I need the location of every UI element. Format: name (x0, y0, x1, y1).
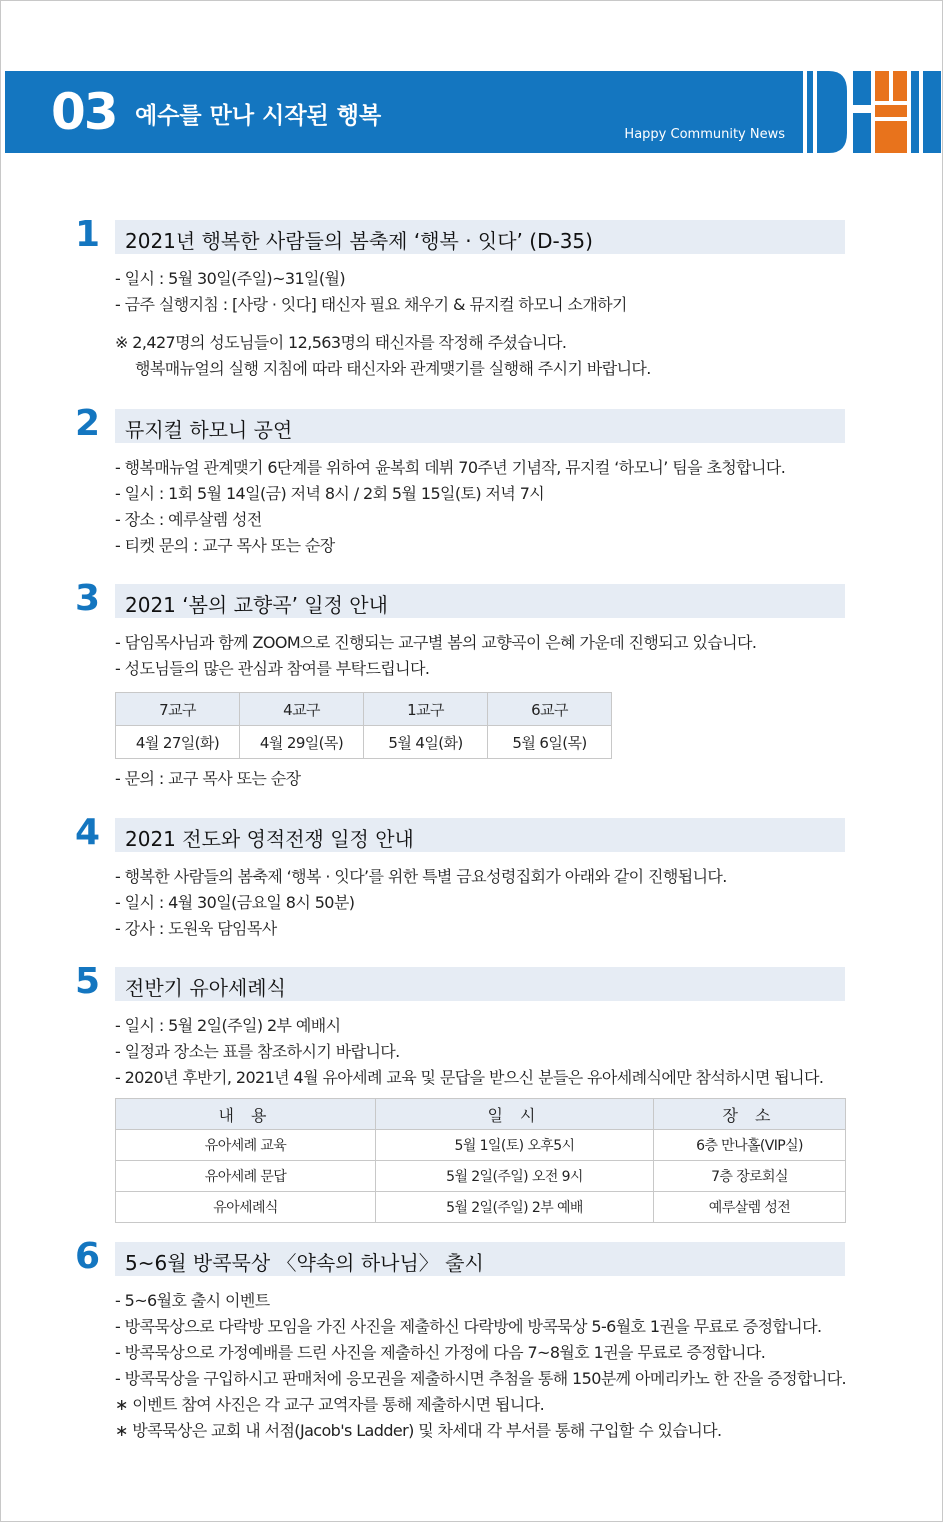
list-item: - 성도님들의 많은 관심과 참여를 부탁드립니다. (115, 659, 430, 678)
table-header-cell: 6교구 (488, 693, 612, 726)
list-item: - 티켓 문의 : 교구 목사 또는 순장 (115, 536, 335, 555)
note-line: ∗ 이벤트 참여 사진은 각 교구 교역자를 통해 제출하시면 됩니다. (115, 1395, 545, 1414)
section-body (115, 630, 895, 682)
table-row (116, 1192, 846, 1223)
header-subtitle: Happy Community News (624, 127, 785, 142)
page-title: 예수를 만나 시작된 행복 (135, 103, 382, 129)
table-cell: 5월 4일(화) (364, 726, 488, 759)
section-body (115, 864, 895, 942)
section-body (115, 455, 895, 559)
section-title-bar (115, 409, 845, 443)
list-item: - 일정과 장소는 표를 참조하시기 바랍니다. (115, 1042, 400, 1061)
section-title-bar (115, 1242, 845, 1276)
section-body (115, 1288, 895, 1444)
table-header-cell: 일 시 (376, 1099, 654, 1130)
list-item: - 강사 : 도원욱 담임목사 (115, 919, 277, 938)
table-header-cell: 내 용 (116, 1099, 376, 1130)
list-item: - 방콕묵상으로 다락방 모임을 가진 사진을 제출하신 다락방에 방콕묵상 5-6월호 1권을 무료로 증정합니다. (115, 1317, 822, 1336)
table-row (116, 1130, 846, 1161)
section-number: 2 (75, 403, 101, 444)
table-cell: 4월 29일(목) (240, 726, 364, 759)
section-title: 2021 전도와 영적전쟁 일정 안내 (125, 827, 414, 851)
list-item: - 일시 : 5월 2일(주일) 2부 예배시 (115, 1016, 341, 1035)
section-number: 4 (75, 812, 101, 853)
list-item: - 담임목사님과 함께 ZOOM으로 진행되는 교구별 봄의 교향곡이 은혜 가운데 진행되고 있습니다. (115, 633, 757, 652)
table-cell: 5월 2일(주일) 2부 예배 (376, 1192, 654, 1223)
section-number: 6 (75, 1236, 101, 1277)
header-number: 03 (51, 83, 117, 141)
section-title: 2021 ‘봄의 교향곡’ 일정 안내 (125, 593, 388, 617)
section-header (5, 71, 803, 153)
table-header-cell: 4교구 (240, 693, 364, 726)
table-row (116, 1161, 846, 1192)
schedule-table (115, 692, 612, 759)
list-item: - 금주 실행지침 : [사랑 · 잇다] 태신자 필요 채우기 & 뮤지컬 하모니 소개하기 (115, 295, 627, 314)
table-cell: 유아세례 문답 (116, 1161, 376, 1192)
table-cell: 예루살렘 성전 (654, 1192, 846, 1223)
section-number: 1 (75, 214, 101, 255)
section-title-bar (115, 584, 845, 618)
table-cell: 5월 2일(주일) 오전 9시 (376, 1161, 654, 1192)
section-body (115, 1013, 895, 1091)
list-item: - 방콕묵상으로 가정예배를 드린 사진을 제출하신 가정에 다음 7~8월호 1권을 무료로 증정합니다. (115, 1343, 766, 1362)
table-header-cell: 1교구 (364, 693, 488, 726)
table-header-cell: 7교구 (116, 693, 240, 726)
section-title: 2021년 행복한 사람들의 봄축제 ‘행복 · 잇다’ (D-35) (125, 229, 593, 253)
section-title-bar (115, 220, 845, 254)
table-cell: 5월 6일(목) (488, 726, 612, 759)
table-cell: 4월 27일(화) (116, 726, 240, 759)
table-header-row (116, 693, 612, 726)
list-item: - 2020년 후반기, 2021년 4월 유아세례 교육 및 문답을 받으신 분들은 유아세례식에만 참석하시면 됩니다. (115, 1068, 824, 1087)
section-body (115, 266, 895, 382)
table-cell: 6층 만나홀(VIP실) (654, 1130, 846, 1161)
table-row (116, 726, 612, 759)
note-line: ∗ 방콕묵상은 교회 내 서점(Jacob's Ladder) 및 차세대 각 부서를 통해 구입할 수 있습니다. (115, 1421, 722, 1440)
list-item: - 행복매뉴얼 관계맺기 6단계를 위하여 윤복희 데뷔 70주년 기념작, 뮤지컬 ‘하모니’ 팀을 초청합니다. (115, 458, 786, 477)
section-title: 5~6월 방콕묵상 〈약속의 하나님〉 출시 (125, 1251, 484, 1275)
list-item: - 행복한 사람들의 봄축제 ‘행복 · 잇다’를 위한 특별 금요성령집회가 아래와 같이 진행됩니다. (115, 867, 727, 886)
list-item: - 5~6월호 출시 이벤트 (115, 1291, 270, 1310)
table-cell: 유아세례 교육 (116, 1130, 376, 1161)
section-title-bar (115, 967, 845, 1001)
table-cell: 7층 장로회실 (654, 1161, 846, 1192)
baptism-table (115, 1098, 846, 1223)
list-item: - 일시 : 4월 30일(금요일 8시 50분) (115, 893, 355, 912)
table-cell: 5월 1일(토) 오후5시 (376, 1130, 654, 1161)
section-title-bar (115, 818, 845, 852)
list-item: - 문의 : 교구 목사 또는 순장 (115, 769, 301, 788)
table-header-row (116, 1099, 846, 1130)
table-header-cell: 장 소 (654, 1099, 846, 1130)
section-number: 3 (75, 578, 101, 619)
table-cell: 유아세례식 (116, 1192, 376, 1223)
list-item: - 방콕묵상을 구입하시고 판매처에 응모권을 제출하시면 추첨을 통해 150분께 아메리카노 한 잔을 증정합니다. (115, 1369, 847, 1388)
church-logo-icon (807, 71, 941, 153)
list-item: - 일시 : 5월 30일(주일)~31일(월) (115, 269, 346, 288)
section-number: 5 (75, 961, 101, 1002)
note-line: ※ 2,427명의 성도님들이 12,563명의 태신자를 작정해 주셨습니다. (115, 333, 567, 352)
section-title: 전반기 유아세례식 (125, 976, 286, 1000)
list-item: - 장소 : 예루살렘 성전 (115, 510, 262, 529)
section-title: 뮤지컬 하모니 공연 (125, 418, 293, 442)
list-item: - 일시 : 1회 5월 14일(금) 저녁 8시 / 2회 5월 15일(토) 저녁 7시 (115, 484, 545, 503)
note-line: 행복매뉴얼의 실행 지침에 따라 태신자와 관계맺기를 실행해 주시기 바랍니다. (135, 359, 651, 378)
